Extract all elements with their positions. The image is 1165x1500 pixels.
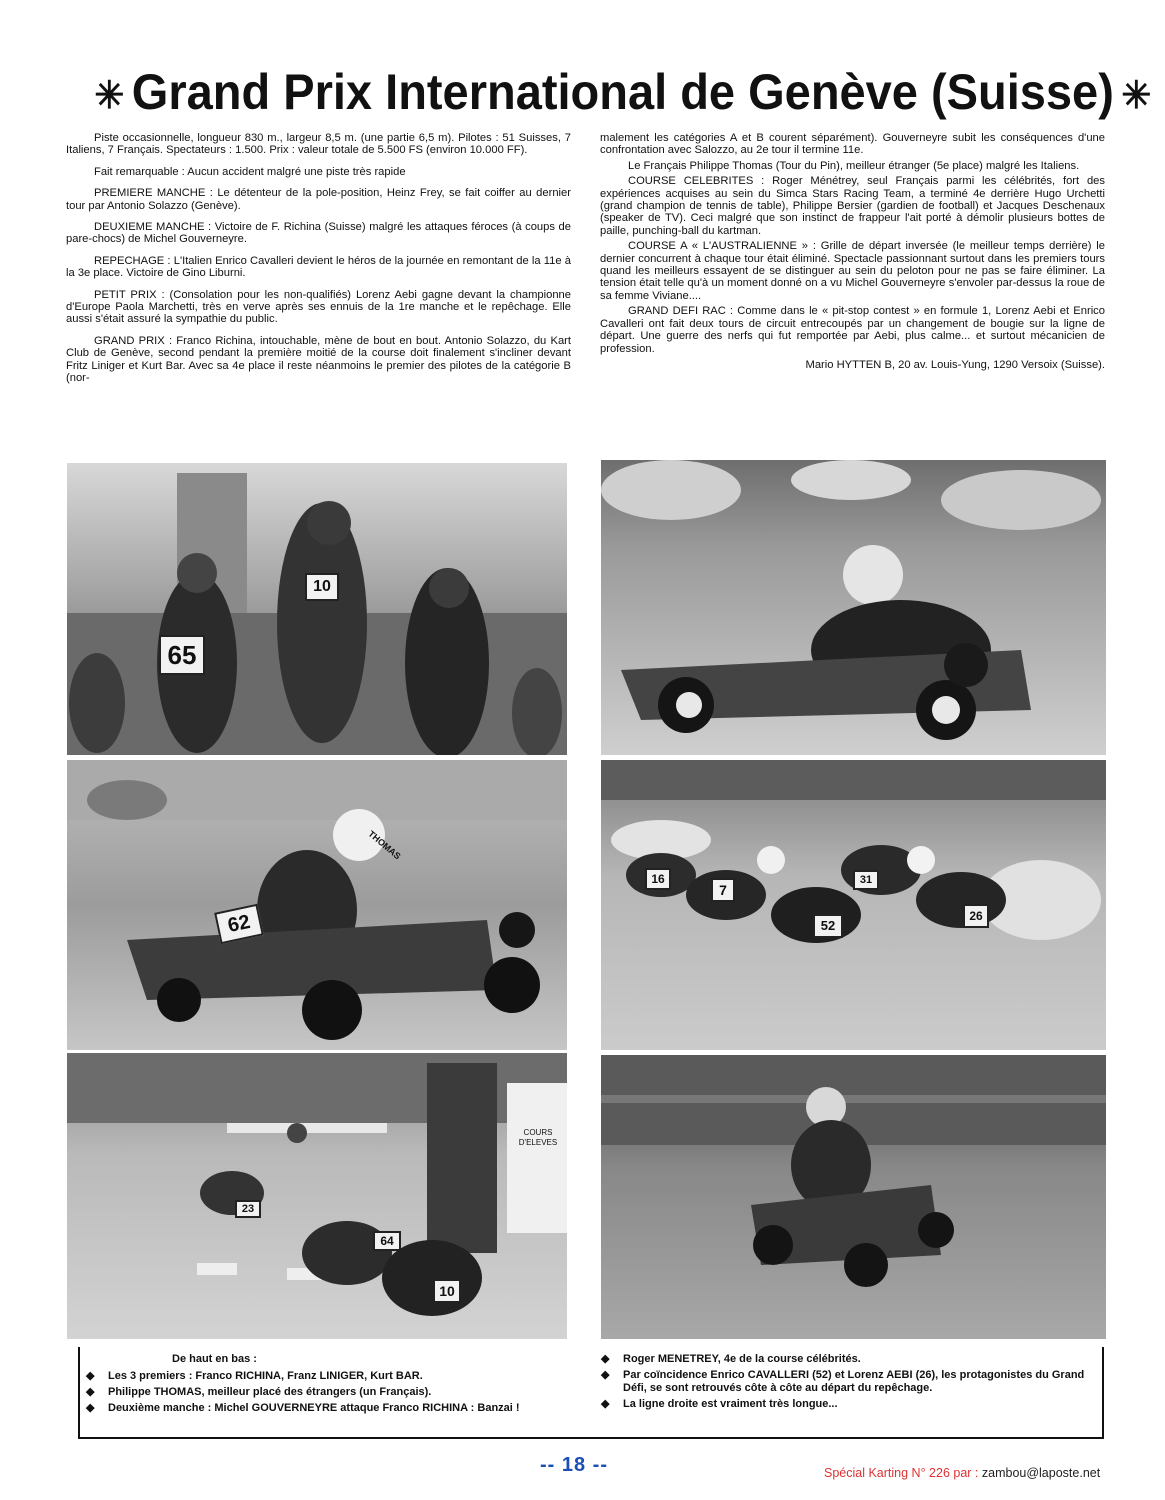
captions-right (595, 1353, 1095, 1414)
kart-number-plate: 16 (645, 868, 671, 890)
kart-number-plate: 10 (433, 1279, 461, 1303)
kart-number-plate: 23 (235, 1200, 261, 1218)
caption-item (80, 1370, 580, 1383)
paragraph: GRAND PRIX : Franco Richina, intouchable, mène de bout en bout. Antonio Solazzo, du Kart Club de Genève, second pendant la première moitié de la course doit finalement s'incliner devant Fritz Liniger et Kurt Bar. Avec sa 4e place il reste néanmoins le premier des pilotes de la catégorie B (nor- (66, 334, 571, 385)
photo-race-start (601, 760, 1106, 1050)
photo-podium (67, 463, 567, 755)
footer-email: zambou@laposte.net (981, 1466, 1101, 1480)
paragraph: GRAND DEFI RAC : Comme dans le « pit-stop contest » en formule 1, Lorenz Aebi et Enrico Cavalleri ont fait deux tours de circuit entrecoupés par un changement de bougie sur la ligne de départ. Une guerre des nerfs qui fut remportée par Aebi, plus calme... et surtout mécanicien de profession. (600, 305, 1105, 355)
caption-text: Les 3 premiers : Franco RICHINA, Franz LINIGER, Kurt BAR. (108, 1370, 423, 1382)
paragraph: PREMIERE MANCHE : Le détenteur de la pole-position, Heinz Frey, se fait coiffer au dernier tour par Antonio Solazzo (Genève). (66, 187, 571, 212)
caption-item (80, 1386, 580, 1399)
photo-captions (78, 1347, 1104, 1439)
photo-menetrey-kart (601, 460, 1106, 755)
photo-straight-line (67, 1053, 567, 1339)
caption-text: Roger MENETREY, 4e de la course célébrités. (623, 1353, 861, 1365)
diamond-bullet-icon: ◆ (601, 1398, 610, 1410)
caption-text: Par coïncidence Enrico CAVALLERI (52) et Lorenz AEBI (26), les protagonistes du Grand Défi, se sont retrouvés côte à côte au départ du repêchage. (623, 1369, 1085, 1394)
captions-heading: De haut en bas : (172, 1353, 257, 1365)
title-text: Grand Prix International de Genève (Suisse) (131, 64, 1114, 120)
kart-number-plate: 52 (813, 914, 843, 938)
photo-thomas-kart (67, 760, 567, 1050)
race-bib: 10 (305, 573, 339, 601)
author-signature: Mario HYTTEN B, 20 av. Louis-Yung, 1290 Versoix (Suisse). (805, 358, 1105, 371)
paragraph: Le Français Philippe Thomas (Tour du Pin), meilleur étranger (5e place) malgré les Italiens. (628, 159, 1080, 172)
diamond-bullet-icon: ◆ (86, 1386, 95, 1398)
caption-text: La ligne droite est vraiment très longue... (623, 1398, 838, 1410)
article-left-column (66, 132, 571, 394)
footer-text: Spécial Karting N° 226 par : (824, 1466, 982, 1480)
page-number: -- 18 -- (540, 1454, 608, 1476)
photo-long-straight (601, 1055, 1106, 1339)
sign-cours-eleves: COURS D'ELEVES (518, 1128, 558, 1147)
asterisk-right-icon: ✳ (1121, 74, 1152, 117)
paragraph: Fait remarquable : Aucun accident malgré une piste très rapide (94, 165, 406, 178)
paragraph: COURSE A « L'AUSTRALIENNE » : Grille de départ inversée (le meilleur temps derrière) le dernier concurrent à chaque tour était éliminé. Spectacle passionnant surtout dans les premiers tours quand les meilleurs essayent de se distinguer au sein du peloton pour ne pas se faire éliminer. La tension était telle qu'à un moment donné on a vu Michel Gouverneyre s'envoler par-dessus la roue de sa femme Viviane.... (600, 240, 1105, 302)
kart-number-plate: 64 (373, 1231, 401, 1251)
paragraph: malement les catégories A et B courent séparément). Gouverneyre subit les conséquences d'une confrontation avec Salozzo, au 2e tour il termine 11e. (600, 132, 1105, 157)
caption-text: Deuxième manche : Michel GOUVERNEYRE attaque Franco RICHINA : Banzai ! (108, 1402, 520, 1414)
caption-text: Philippe THOMAS, meilleur placé des étrangers (un Français). (108, 1386, 432, 1398)
article-right-column (600, 132, 1105, 380)
captions-left (80, 1353, 580, 1418)
caption-item (595, 1353, 1095, 1366)
page-title (87, 52, 1152, 132)
paragraph: PETIT PRIX : (Consolation pour les non-qualifiés) Lorenz Aebi gagne devant la championne d'Europe Paola Marchetti, très en verve après ses ennuis de la 1re manche et le repêchage. Elle aussi s'était assuré la sympathie du public. (66, 288, 571, 326)
kart-number-plate: 26 (963, 904, 989, 928)
footer-credit (824, 1466, 1100, 1480)
caption-item (595, 1369, 1095, 1395)
kart-number-plate: 7 (711, 878, 735, 902)
diamond-bullet-icon: ◆ (86, 1402, 95, 1414)
diamond-bullet-icon: ◆ (601, 1353, 610, 1365)
kart-number-plate: 31 (853, 870, 879, 890)
race-bib: 65 (159, 635, 205, 675)
diamond-bullet-icon: ◆ (86, 1370, 95, 1382)
caption-item (80, 1402, 580, 1415)
asterisk-left-icon: ✳ (94, 74, 125, 117)
paragraph: REPECHAGE : L'Italien Enrico Cavalleri devient le héros de la journée en remontant de la 11e à la 3e place. Victoire de Gino Liburni. (66, 254, 571, 280)
paragraph: COURSE CELEBRITES : Roger Ménétrey, seul Français parmi les célébrités, fort des expériences acquises au sein du Simca Stars Racing Team, a terminé 4e derrière Hugo Urchetti (grand champion de tennis de table), Philippe Bersier (gardien de football) et Jacques Deschenaux (speaker de TV). Ceci malgré que son instinct de frappeur l'ait porté à démolir plusieurs bottes de paille, punching-ball du kartman. (600, 175, 1105, 237)
paragraph: Piste occasionnelle, longueur 830 m., largeur 8,5 m. (une partie 6,5 m). Pilotes : 51 Suisses, 7 Italiens, 7 Français. Spectateurs : 1.500. Prix : valeur totale de 5.500 FS (environ 10.000 FF). (66, 132, 571, 157)
diamond-bullet-icon: ◆ (601, 1369, 610, 1381)
caption-item (595, 1398, 1095, 1411)
kart-number-plate: 62 (214, 904, 264, 944)
helmet-lettering: THOMAS (366, 828, 403, 862)
paragraph: DEUXIEME MANCHE : Victoire de F. Richina (Suisse) malgré les attaques féroces (à coups de pare-chocs) de Michel Gouverneyre. (66, 221, 571, 246)
